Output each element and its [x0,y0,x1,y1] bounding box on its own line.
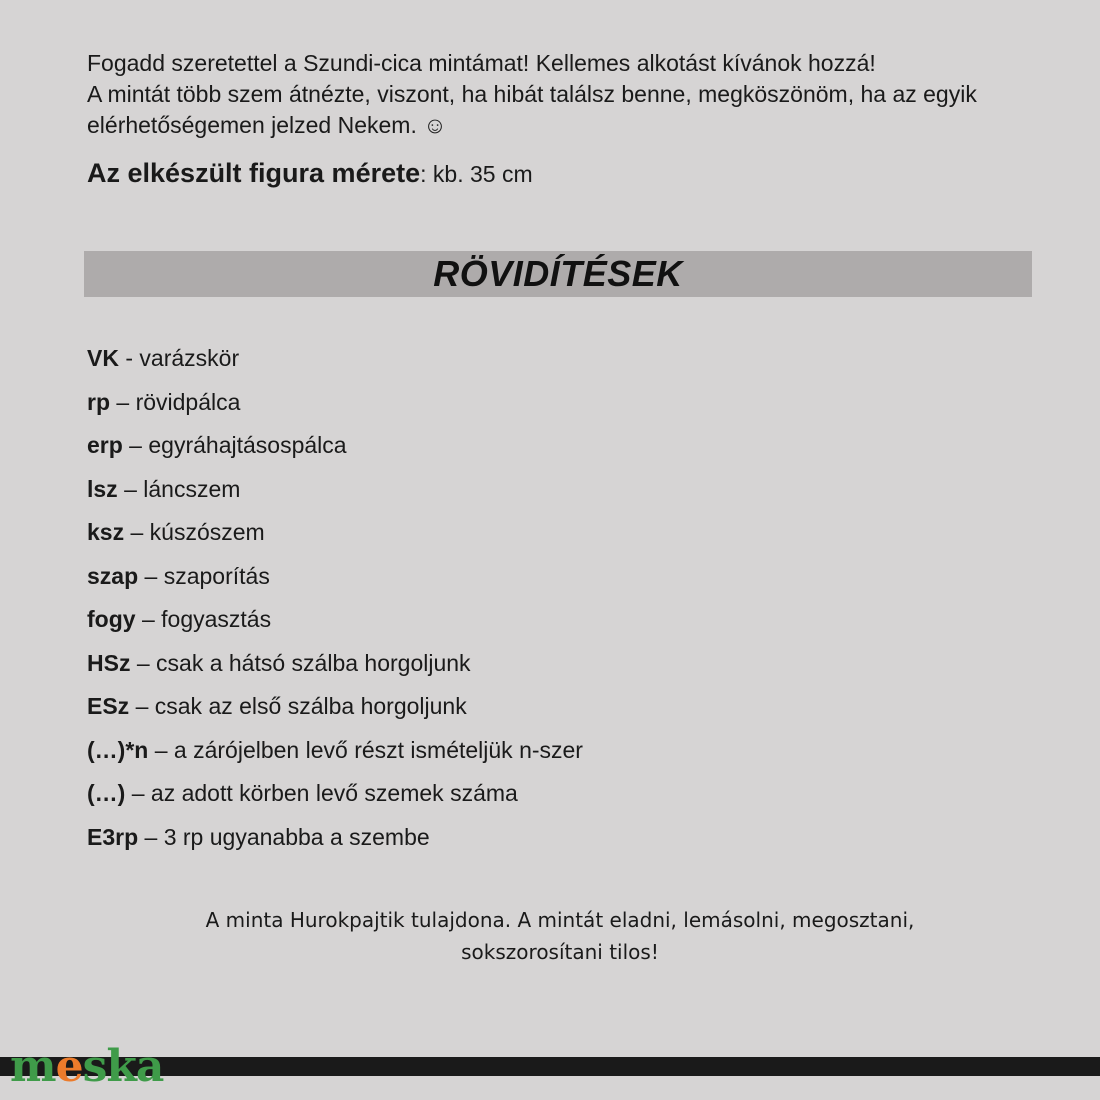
abbreviation-separator: – [148,736,174,763]
copyright-line-1: A minta Hurokpajtik tulajdona. A mintát eladni, lemásolni, megosztani, [205,908,915,932]
abbreviation-item [87,601,583,645]
copyright-line-2: sokszorosítani tilos! [461,940,659,964]
abbreviation-code: (…) [87,780,126,806]
intro-line-2: A mintát több szem átnézte, viszont, ha hibát találsz benne, megköszönöm, ha az egyik elérhetőségemen jelzed Nekem. ☺ [87,81,977,138]
abbreviation-separator: – [122,432,149,458]
logo-part-3: ska [82,1041,164,1092]
abbreviation-item [87,340,583,384]
abbreviation-separator: – [117,475,144,502]
abbreviation-item [87,514,583,558]
abbreviation-separator: – [135,606,162,632]
abbreviation-description: a zárójelben levő részt ismételjük n-szer [173,736,583,763]
figure-size [87,158,533,189]
abbreviation-description: csak az első szálba horgoljunk [154,693,467,719]
figure-size-value: : kb. 35 cm [420,161,533,187]
abbreviation-item [87,384,583,428]
logo-part-2: e [55,1041,83,1092]
abbreviation-item [87,471,583,515]
abbreviation-description: 3 rp ugyanabba a szembe [163,823,430,850]
abbreviation-item [87,775,583,819]
section-header-bar [84,251,1032,297]
abbreviation-item [87,427,583,471]
abbreviation-separator: – [124,519,150,545]
abbreviation-code: fogy [87,606,136,632]
abbreviation-code: E3rp [87,823,139,850]
abbreviation-item [87,688,583,732]
abbreviation-description: csak a hátsó szálba horgoljunk [156,649,471,676]
abbreviation-separator: – [138,562,164,589]
abbreviation-separator: – [129,693,155,719]
abbreviation-code: ESz [87,693,130,719]
abbreviation-separator: – [138,823,164,850]
abbreviation-code: lsz [87,475,118,502]
abbreviation-description: az adott körben levő szemek száma [150,780,518,806]
abbreviation-description: láncszem [143,475,241,502]
abbreviation-separator: – [125,780,151,806]
abbreviation-description: szaporítás [163,562,270,589]
abbreviation-item [87,819,583,863]
section-title: RÖVIDÍTÉSEK [433,253,683,294]
abbreviation-separator: – [130,649,157,676]
abbreviation-item [87,645,583,689]
abbreviation-description: kúszószem [149,519,265,545]
abbreviation-description: rövidpálca [135,388,241,415]
intro-line-1: Fogadd szeretettel a Szundi-cica mintámat! Kellemes alkotást kívánok hozzá! [87,50,876,76]
figure-size-label: Az elkészült figura mérete [87,158,421,188]
abbreviation-item [87,732,583,776]
intro-text [87,48,1027,141]
abbreviation-code: HSz [87,649,131,676]
abbreviation-code: erp [87,432,123,458]
abbreviation-description: egyráhajtásospálca [148,432,347,458]
abbreviation-code: rp [87,388,110,415]
logo-part-1: m [10,1041,56,1092]
abbreviation-list [87,340,583,862]
copyright-note [150,904,970,968]
abbreviation-separator: - [118,345,140,371]
abbreviation-code: VK [87,345,119,371]
abbreviation-description: varázskör [139,345,240,371]
abbreviation-code: (…)*n [87,736,149,763]
bottom-bar [0,1057,1100,1076]
abbreviation-separator: – [110,388,136,415]
meska-logo [10,1041,163,1093]
abbreviation-description: fogyasztás [161,606,272,632]
abbreviation-code: szap [87,562,139,589]
abbreviation-item [87,558,583,602]
abbreviation-code: ksz [87,519,125,545]
